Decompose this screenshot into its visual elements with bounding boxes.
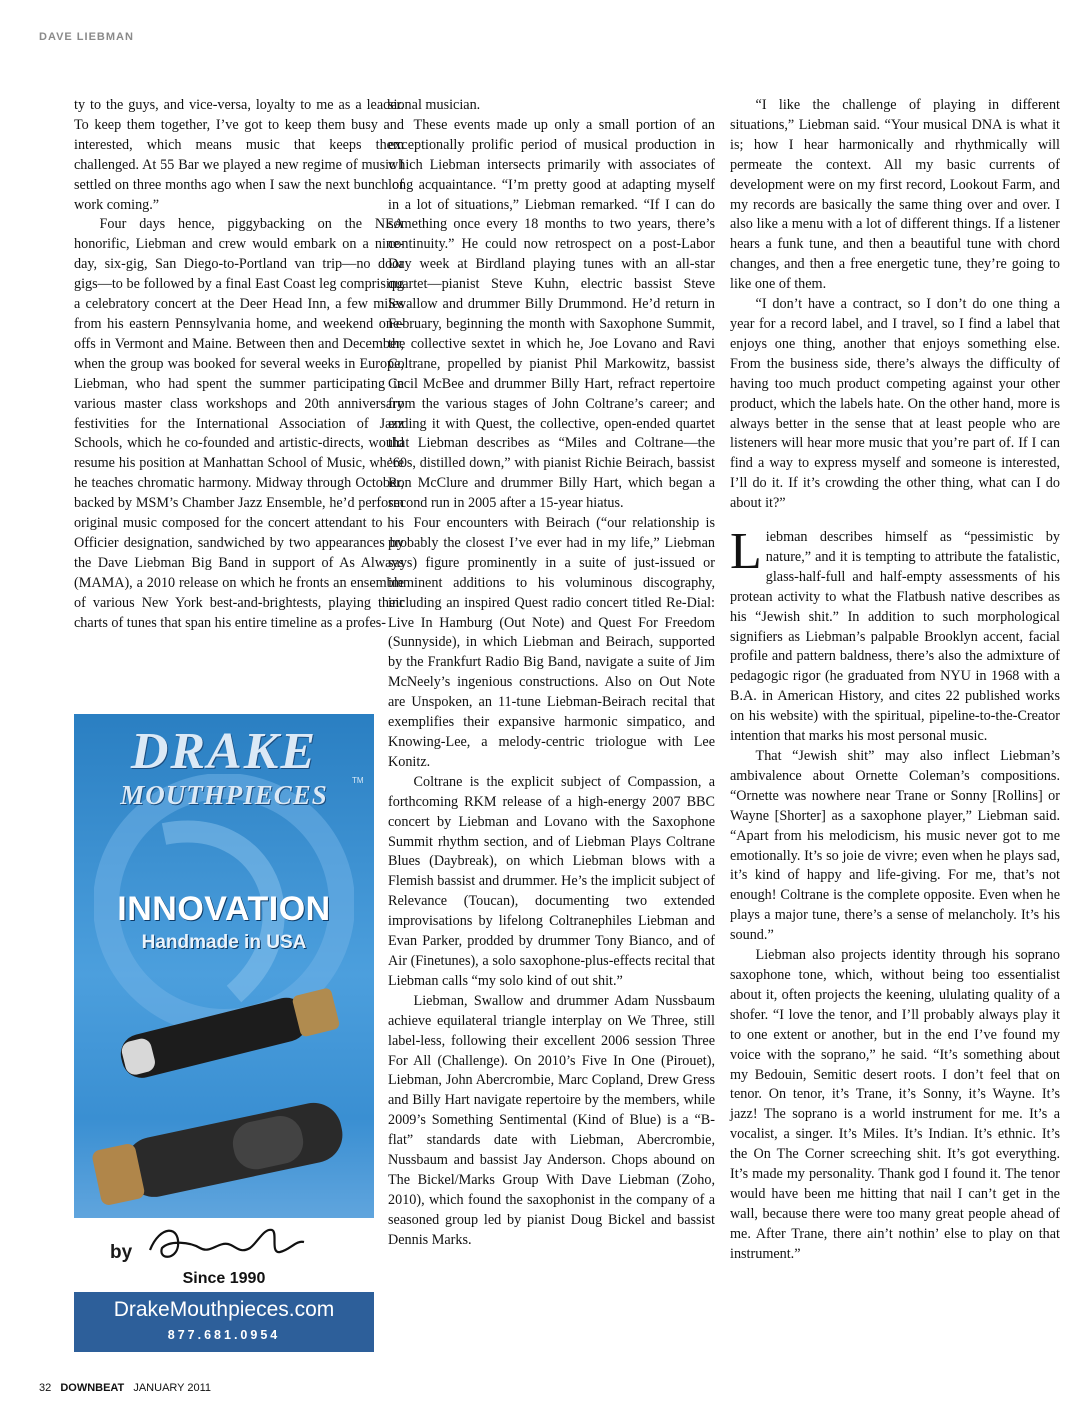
mouthpiece-image-icon [84,1092,364,1212]
paragraph: These events made up only a small portion of an exceptionally prolific period of musical production in which Liebman intersects primarily with associates of long acquaintance. “I’m pretty good at adapting myself in a lot of situations,” Liebman remarked. “If I can do something once every 18 months to two years, there’s continuity.” He could now retrospect on a post-Labor Day week at Birdland playing tunes with an all-star quartet—pianist Steve Kuhn, electric bassist Steve Swallow and drummer Billy Drummond. He’d return in February, beginning the month with Saxophone Summit, the collective sextet in which he, Joe Lovano and Ravi Coltrane, propelled by pianist Phil Markowitz, bassist Cecil McBee and drummer Billy Hart, refract repertoire from the various stages of John Coltrane’s career; and ending it with Quest, the collective, open-ended quartet that Liebman describes as “Miles and Coltrane—the ’60s, distilled down,” with pianist Richie Beirach, bassist Ron McClure and drummer Billy Hart, which began a second run in 2005 after a 15-year hiatus. [388,116,715,512]
ad-brand-subtitle: MOUTHPIECES [120,780,328,810]
ad-brand-name: DRAKE [130,723,318,780]
ad-contact-bar[interactable] [74,1292,374,1352]
mouthpiece-image-icon [108,976,358,1086]
paragraph: Liebman, Swallow and drummer Adam Nussbaum achieve equilateral triangle interplay on We Three, still label-less, following their excellent 2006 session Three For All (Challenge). On 2010’s Five In One (Pirouet), Liebman, John Abercrombie, Marc Copland, Drew Gress and Billy Hart navigate repertoire by the members, while 2009’s Something Sentimental (Kind of Blue) is a “B-flat” standards date with Liebman, Abercrombie, Nussbaum and bassist Jay Anderson. Chops abound on The Bickel/Marks Group With Dave Liebman (Zoho, 2010), which found the saxophonist in the company of a seasoned group led by pianist Doug Bickel and bassist Dennis Marks. [388,992,715,1248]
running-head: DAVE LIEBMAN [39,31,134,43]
paragraph: Liebman also projects identity through his soprano saxophone tone, which, without being too essentialist about it, often projects the keening, ululating quality of a shofer. “I love the tenor, and I’ll probably always play it to one extent or another, but in the end I’ve found my voice with the soprano,” he said. “It’s something about my Bedouin, Semitic desert roots. I don’t feel that on tenor. On tenor, it’s Trane, it’s Sonny, it’s Wayne. It’s jazz! The soprano is a world instrument for me. It’s a vocalist, a singer. It’s Miles. It’s Indian. It’s ethnic. It’s the On The Corner screeching shit. It’s got everything. It’s made my personality. Thank god I found it. The tenor would have been me hitting that nail I can’t get in the wall, because there were too many great people ahead of me. After Trane, there ain’t nothin’ else to play on that instrument.” [730,947,1060,1262]
paragraph: ty to the guys, and vice-versa, loyalty to me as a leader. To keep them together, I’ve got to keep them busy and interested, which means music that keeps them challenged. At 55 Bar we played a new regime of music I settled on three months ago when I saw the next bunch of work coming.” [74,97,404,213]
ad-since: Since 1990 [182,1270,266,1287]
dropcap-paragraph [730,523,1060,747]
ad-tagline: Handmade in USA [141,932,307,953]
folio [39,1382,211,1394]
ad-phone-number: 877.681.0954 [167,1328,281,1342]
paragraph: Four days hence, piggybacking on the NEA honorific, Liebman and crew would embark on a nine-day, six-gig, San Diego-to-Portland van trip—no door gigs—to be followed by a final East Coast leg comprising a celebratory concert at the Deer Head Inn, a few miles from his eastern Pennsylvania home, and weekend one-offs in Vermont and Maine. Between then and December, when the group was booked for several weeks in Europe, Liebman, who had spent the summer participating in various master class workshops and 20th anniversary festivities for the International Association of Jazz Schools, which he co-founded and artistic-directs, would resume his position at Manhattan School of Music, where he teaches chromatic harmony. Midway through October, backed by MSM’s Chamber Jazz Ensemble, he’d perform original music composed for the concert attendant to his Officier designation, sandwiched by two appearances by the Dave Liebman Big Band in support of As Always (MAMA), a 2010 release on which he fronts an ensemble of various New York best-and-brightests, playing their charts of tunes that span his entire timeline as a profes- [74,216,404,631]
paragraph: “I don’t have a contract, so I don’t do one thing a year for a record label, and I travel, so I find a label that enjoys one thing, another that enjoys something else. From the business side, there’s always the difficulty of having too much product competing against your other product, which the labels hate. On the other hand, more is always better in the sense that at least people who are listeners will hear more music that you’re part of. If I can find a way to express myself and someone is interested, I’ll do it. If it’s crowding the other thing, what can I do about it?” [730,296,1060,512]
trademark-mark: TM [352,776,364,785]
paragraph: Coltrane is the explicit subject of Compassion, a forthcoming RKM release of a high-energy 2007 BBC concert by Liebman and Lovano with the Saxophone Summit rhythm section, and of Liebman Plays Coltrane Blues (Daybreak), on which Liebman blows with a Flemish bassist and drummer. He’s the implicit subject of Relevance (Toucan), documenting two extended improvisations by lifelong Coltranephiles Liebman and Evan Parker, prodded by drummer Tony Bianco, and of Air (Finetunes), a solo saxophone-plus-effects recital that Liebman calls “my solo kind of out shit.” [388,773,715,989]
text-column-1 [74,96,404,633]
page-number: 32 [39,1382,52,1394]
paragraph-text: iebman describes himself as “pessimistic by nature,” and it is tempting to attribute the fatalistic, glass-half-full and half-empty assessments of his protean activity to what the Flatbush native describes as his “Jewish shit.” In addition to such morphological signifiers as Liebman’s palpable Brooklyn accent, facial profile and pattern baldness, there’s also the admixture of pedagogic rigor (he graduated from NYU in 1968 with a B.A. in American History, and cites 22 published works on his website) with the spiritual, pipeline-to-the-Creator intention that marks his most personal music. [730,529,1060,745]
magazine-name: DOWNBEAT [60,1382,125,1394]
paragraph: Four encounters with Beirach (“our relationship is probably the closest I’ve ever had in my life,” Liebman says) figure prominently in a suite of just-issued or imminent additions to his voluminous discography, including an inspired Quest radio concert titled Re-Dial: Live In Hamburg (Out Note) and Quest For Freedom (Sunnyside), in which Liebman and Beirach, supported by the Frankfurt Radio Big Band, navigate a suite of Jim McNeely’s ingenious constructions. Also on Out Note are Unspoken, an 11-tune Liebman-Beirach recital that exemplifies their expansive harmonic simpatico, and Knowing-Lee, a melody-centric triologue with Lee Konitz. [388,515,715,770]
paragraph: That “Jewish shit” may also inflect Liebman’s ambivalence about Ornette Coleman’s compositions. “Ornette was nowhere near Trane or Sonny [Rollins] or Wayne [Shorter] as a saxophone player,” Liebman said. “Apart from his melodicism, his music never got to me emotionally. It’s so joie de vivre; even when he plays sad, it’s kind of happy and life-giving. For me, that’s not enough! Coltrane is the complete opposite. Even when he plays a major tune, there’s a sense of melancholy. It’s his sound.” [730,748,1060,944]
drop-cap: L [730,523,762,581]
drake-advertisement[interactable] [74,714,374,1292]
text-column-2 [388,96,715,1251]
ad-headline: INNOVATION [117,890,331,928]
paragraph: sional musician. [388,97,481,113]
ad-signature-panel [74,1218,374,1292]
issue-date: JANUARY 2011 [133,1382,211,1394]
signature-icon [140,1220,310,1266]
ad-by-label: by [110,1242,133,1263]
text-column-3 [730,96,1060,1265]
paragraph: “I like the challenge of playing in different situations,” Liebman said. “Your musical DNA is what it is; how I hear harmonically and rhythmically will permeate the context. All my basic currents of development were on my first record, Lookout Farm, and my records are basically the same thing over and over. I also like a menu with a lot of different things. If a listener hears a funk tune, and then a beautiful tune with chord changes, and then a free energetic tune, they’re going to like one of them. [730,97,1060,293]
ad-website-link[interactable]: DrakeMouthpieces.com [113,1298,335,1321]
